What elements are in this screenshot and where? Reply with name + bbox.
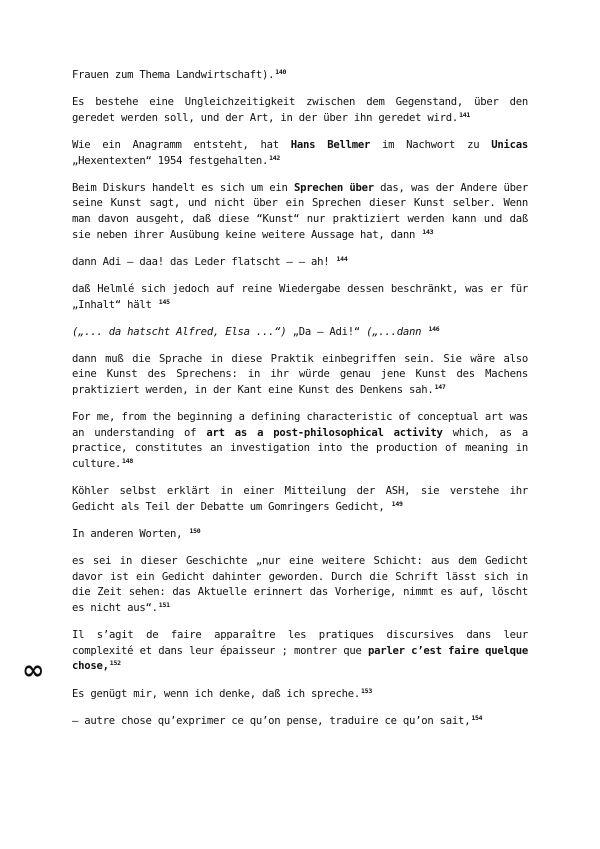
italic-text: („... da hatscht Alfred, Elsa ...“) — [72, 325, 287, 338]
footnote-ref: 142 — [269, 153, 281, 162]
bold-text: Unicas — [491, 138, 528, 151]
footnote-ref: 150 — [189, 527, 201, 535]
paragraph-0 — [72, 68, 528, 84]
footnote-ref: 144 — [336, 254, 348, 263]
text-run: which, as a practice, constitutes an investigation into the production of meaning in culture. — [72, 426, 529, 471]
footnote-ref: 145 — [158, 297, 170, 306]
text-run: Wie ein Anagramm entsteht, hat — [72, 138, 291, 151]
text-run: im Nachwort zu — [370, 138, 492, 151]
bold-text: parler c’est faire quelque chose, — [72, 644, 528, 673]
text-run: For me, from the beginning a defining characteristic of conceptual art was an understanding of — [72, 411, 528, 439]
paragraph-7 — [72, 352, 528, 399]
paragraph-14 — [72, 714, 528, 730]
footnote-ref: 146 — [428, 324, 440, 333]
text-run: Es bestehe eine Ungleichzeitigkeit zwischen dem Gegenstand, über den geredet werden soll, und der Art, in der über ihn geredet wird. — [72, 96, 528, 124]
text-run: dann Adi – daa! das Leder flatscht – – ah! — [72, 255, 336, 268]
text-run: – autre chose qu’exprimer ce qu’on pense, traduire ce qu’on sait, — [72, 714, 471, 727]
page-body — [72, 68, 528, 741]
paragraph-1 — [72, 95, 528, 126]
footnote-ref: 151 — [158, 600, 170, 609]
text-run: Beim Diskurs handelt es sich um ein — [72, 181, 294, 194]
paragraph-4 — [72, 255, 528, 271]
text-run: „Da – Adi!“ — [286, 325, 367, 338]
footnote-ref: 147 — [434, 383, 446, 392]
paragraph-11 — [72, 554, 528, 616]
footnote-ref: 149 — [391, 499, 403, 508]
paragraph-8 — [72, 410, 528, 472]
footnote-ref: 143 — [422, 227, 434, 236]
text-run: es sei in dieser Geschichte „nur eine weitere Schicht: aus dem Gedicht davor ist ein Gedicht dahinter geworden. Durch die Schrift lässt sich in die Zeit sehen: das Aktuelle erinnert das Vorherige, nimmt es auf, löscht es nicht aus“. — [72, 555, 528, 614]
paragraph-5 — [72, 282, 528, 313]
paragraph-12 — [72, 628, 528, 675]
footnote-ref: 140 — [275, 68, 287, 76]
text-run: das, was der Andere über seine Kunst sagt, und nicht über ein Sprechen dieser Kunst selber. Wenn man davon ausgeht, daß diese “Kunst“ nur praktiziert werden kann und daß sie neben ihrer Ausübung keine weitere Aussage hat, dann — [72, 181, 528, 241]
paragraph-2 — [72, 138, 528, 169]
bold-text: Hans Bellmer — [290, 138, 371, 151]
paragraph-9 — [72, 484, 528, 515]
bold-text: Sprechen über — [293, 181, 374, 194]
paragraph-10 — [72, 527, 528, 543]
footnote-ref: 141 — [459, 110, 471, 119]
footnote-ref: 148 — [122, 457, 134, 466]
text-run: Il s’agit de faire apparaître les pratiques discursives dans leur complexité et dans leur épaisseur ; montrer que — [72, 629, 528, 657]
infinity-icon: ∞ — [22, 655, 45, 686]
bold-text: art as a post-philosophical activity — [206, 426, 443, 439]
text-run: Köhler selbst erklärt in einer Mitteilung der ASH, sie verstehe ihr Gedicht als Teil der Debatte um Gomringers Gedicht, — [72, 485, 528, 513]
paragraph-3 — [72, 181, 528, 243]
text-run: daß Helmlé sich jedoch auf reine Wiedergabe dessen beschränkt, was er für „Inhalt“ hält — [72, 282, 528, 311]
text-run: dann muß die Sprache in diese Praktik einbegriffen sein. Sie wäre also eine Kunst des Sprechens: in ihr würde genau jene Kunst des Machens praktiziert werden, in der Kant eine Kunst des Denkens sah. — [72, 352, 528, 397]
footnote-ref: 154 — [471, 713, 483, 722]
footnote-ref: 153 — [361, 686, 373, 695]
paragraph-13 — [72, 687, 528, 703]
text-run: Frauen zum Thema Landwirtschaft). — [72, 69, 275, 81]
text-run: In anderen Worten, — [72, 528, 189, 540]
footnote-ref: 152 — [109, 659, 121, 668]
text-run: Es genügt mir, wenn ich denke, daß ich spreche. — [72, 687, 361, 700]
paragraph-6 — [72, 325, 528, 341]
italic-text: („...dann — [366, 325, 428, 338]
text-run: „Hexentexten“ 1954 festgehalten. — [72, 154, 269, 167]
